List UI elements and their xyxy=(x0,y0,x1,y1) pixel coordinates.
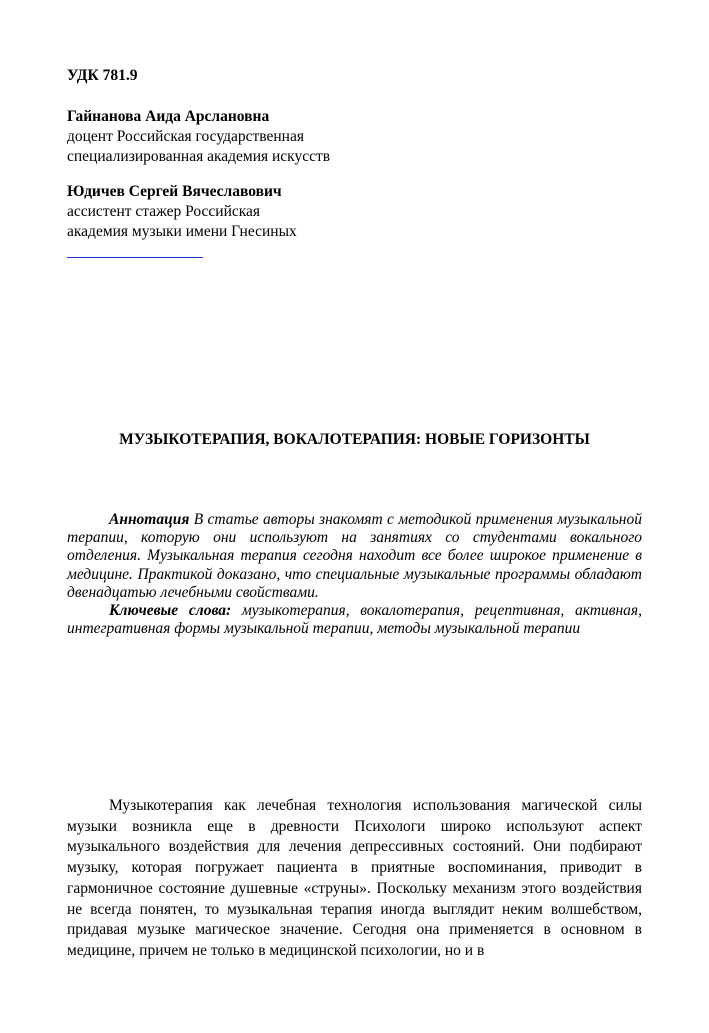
udk-code: УДК 781.9 xyxy=(67,67,138,84)
author-block-1 xyxy=(67,107,330,167)
author-block-2 xyxy=(67,182,297,242)
author-name: Гайнанова Аида Арслановна xyxy=(67,108,270,125)
body-paragraph: Музыкотерапия как лечебная технология использования магической силы музыки возникла еще в древности Психологи широко используют аспект музыкального воздействия для лечения депрессивных состояний. Они подбирают музыку, которая погружает пациента в приятные воспоминания, приводит в гармоничное состояние душевные «струны». Поскольку механизм этого воздействия не всегда понятен, то музыкальная терапия иногда выглядит неким волшебством, придавая музыке магическое значение. Сегодня она применяется в основном в медицине, причем не только в медицинской психологии, но и в xyxy=(67,797,642,959)
keywords-paragraph xyxy=(67,602,642,638)
author-affiliation-line: академия музыки имени Гнесиных xyxy=(67,223,297,240)
keywords-text: музыкотерапия, вокалотерапия, рецептивная, активная, интегративная формы музыкальной терапии, методы музыкальной терапии xyxy=(67,602,643,638)
abstract-text: В статье авторы знакомят с методикой применения музыкальной терапии, которую они используют на занятиях со студентами вокального отделения. Музыкальная терапия сегодня находит все более широкое применение в медицине. Практикой доказано, что специальные музыкальные программы обладают двенадцатью лечебными свойствами. xyxy=(67,511,642,601)
author-affiliation-line: ассистент стажер Российская xyxy=(67,203,261,220)
footnote-separator-rule xyxy=(67,257,203,258)
abstract-paragraph xyxy=(67,511,642,602)
author-affiliation-line: специализированная академия искусств xyxy=(67,148,331,165)
abstract-section xyxy=(67,511,642,638)
abstract-label: Аннотация xyxy=(109,511,190,528)
author-name: Юдичев Сергей Вячеславович xyxy=(67,183,282,200)
article-title: МУЗЫКОТЕРАПИЯ, ВОКАЛОТЕРАПИЯ: НОВЫЕ ГОРИЗОНТЫ xyxy=(119,431,590,448)
keywords-label: Ключевые слова: xyxy=(109,602,232,620)
author-affiliation-line: доцент Российская государственная xyxy=(67,128,304,145)
